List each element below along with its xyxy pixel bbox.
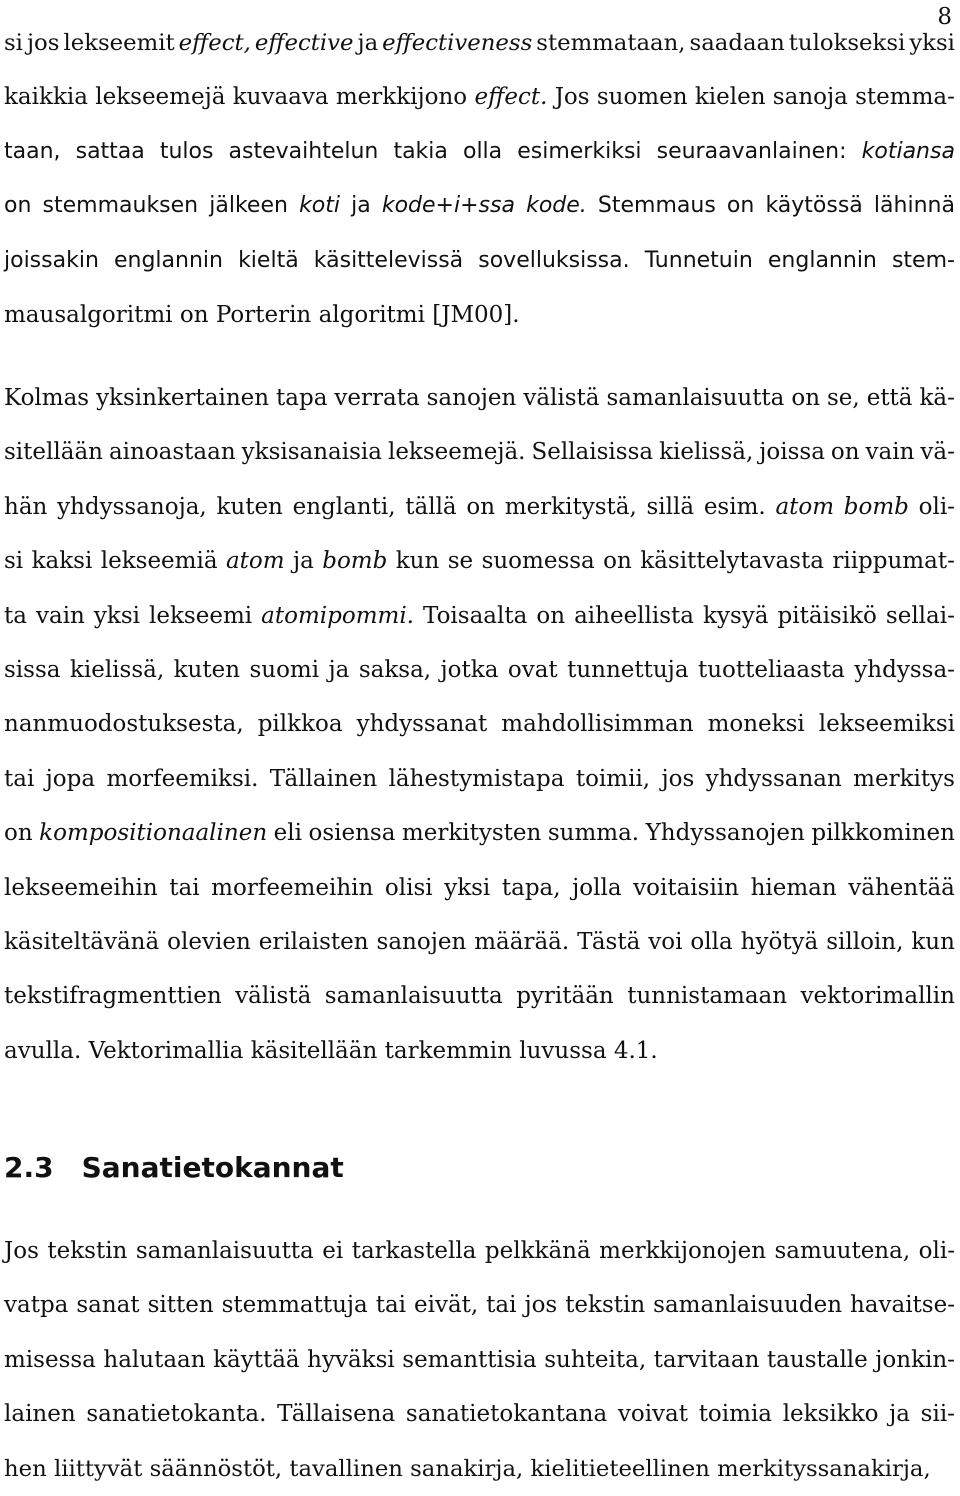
word: tarkastella: [351, 1238, 477, 1264]
word: on: [179, 301, 209, 328]
word: mausalgoritmi: [4, 301, 173, 328]
text-line: [4, 288, 955, 342]
word: Tästä: [577, 928, 641, 955]
word: kielissä,: [659, 439, 754, 466]
word: kä-: [919, 385, 955, 411]
word: sanojen: [426, 385, 517, 411]
text-line: [4, 1333, 955, 1387]
word: ja: [292, 548, 314, 575]
paragraph-stemming: [4, 16, 955, 342]
word: seuraavanlainen:: [656, 138, 847, 164]
word: se,: [827, 385, 860, 411]
text-line: [4, 752, 955, 806]
word: suomessa: [481, 548, 595, 575]
word: kaikkia: [4, 84, 88, 111]
word: mahdollisimman: [501, 711, 694, 738]
word: tekstifragmenttien: [4, 983, 222, 1010]
word: voi: [648, 928, 683, 955]
word: saadaan: [689, 30, 785, 56]
word: esim.: [703, 493, 766, 520]
word: merkkijono: [335, 84, 468, 111]
word: tapa: [276, 385, 328, 411]
word: si: [4, 548, 24, 575]
word: vä-: [920, 439, 955, 466]
word: käyttää: [213, 1346, 300, 1373]
word: jälkeen: [209, 193, 288, 219]
word: toimii,: [575, 765, 651, 792]
word: [JM00].: [432, 301, 520, 328]
word: sanatietokanta.: [86, 1401, 267, 1428]
word: sii-: [920, 1401, 955, 1428]
word: tarkemmin: [384, 1037, 512, 1064]
text-line: [4, 1024, 955, 1078]
word: joissakin: [4, 247, 99, 273]
word: tulos: [159, 138, 214, 164]
word: Porterin: [215, 301, 312, 328]
word: tuotteliaasta: [697, 656, 845, 683]
word: tekstin: [565, 1292, 646, 1319]
word: erilaisten: [258, 928, 369, 955]
word: suomen: [596, 84, 688, 111]
word: misessa: [4, 1346, 96, 1373]
word: määrää.: [474, 928, 570, 955]
word: pelkkänä: [484, 1238, 591, 1264]
word: välistä: [235, 983, 312, 1010]
word: sattaa: [75, 138, 145, 164]
paragraph-compound-words: [4, 371, 955, 1078]
word: lekseemejä: [95, 84, 226, 111]
word: kotiansa: [861, 138, 955, 164]
word: esimerkiksi: [517, 138, 642, 164]
text-line: [4, 969, 955, 1023]
word: morfeemiksi.: [106, 765, 259, 792]
word: on: [4, 820, 33, 847]
word: vain: [36, 602, 85, 629]
word: samanlaisuutta: [606, 385, 785, 411]
word: kuten: [216, 493, 283, 520]
word: vähentää: [848, 874, 955, 901]
word: eivät,: [413, 1292, 479, 1319]
word: pyritään: [516, 983, 614, 1010]
word: yhdyssanat: [356, 711, 488, 738]
word: käytössä: [765, 193, 863, 219]
word: oli-: [918, 493, 955, 520]
word: kysyä: [703, 602, 769, 629]
word: koti: [299, 193, 341, 219]
word: se: [447, 548, 474, 575]
word: moneksi: [707, 711, 805, 738]
word: Tällaisena: [277, 1401, 396, 1428]
word: halutaan: [103, 1346, 206, 1373]
word: on: [4, 193, 32, 219]
word: käsitellään: [250, 1037, 378, 1064]
word: jonkin-: [875, 1346, 955, 1373]
word: kaksi: [31, 548, 93, 575]
word: kielissä,: [69, 656, 165, 683]
word: stemmauksen: [42, 193, 199, 219]
word: Sellaisissa: [531, 439, 654, 466]
word: jos: [524, 1292, 558, 1319]
word: samanlaisuuden: [653, 1292, 843, 1319]
section-heading: [4, 1144, 344, 1192]
word: bomb: [843, 493, 909, 520]
word: yhdyssanan: [705, 765, 842, 792]
word: sitten: [147, 1292, 214, 1319]
word: tällä: [405, 493, 457, 520]
word: merkitys: [853, 765, 955, 792]
word: tulokseksi: [788, 30, 906, 56]
word: kieltä: [238, 247, 299, 273]
word: lekseemit: [63, 30, 175, 56]
word: sovelluksissa.: [478, 247, 630, 273]
text-line: [4, 425, 955, 479]
word: jos: [661, 765, 695, 792]
word: stemmataan,: [536, 30, 686, 56]
text-line: [4, 1387, 955, 1441]
word: on: [791, 385, 821, 411]
word: lähestymistapa: [388, 765, 565, 792]
word: Kolmas: [4, 385, 90, 411]
text-line: [4, 697, 955, 751]
word: lähinnä: [873, 193, 955, 219]
word: yksi: [444, 874, 491, 901]
word: effectiveness: [382, 30, 533, 56]
word: aiheellista: [574, 602, 695, 629]
word: tekstin: [47, 1238, 128, 1264]
word: on: [603, 548, 632, 575]
word: sanoja: [772, 84, 848, 111]
word: yksinkertainen: [96, 385, 270, 411]
word: vain: [865, 439, 915, 466]
word: stemma-: [855, 84, 955, 111]
word: effective: [254, 30, 354, 56]
word: tunnistamaan: [627, 983, 788, 1010]
word: olla: [690, 928, 733, 955]
word: käsiteltävänä: [4, 928, 160, 955]
word: atom: [775, 493, 835, 520]
word: 4.1.: [613, 1037, 658, 1064]
word: luvussa: [519, 1037, 607, 1064]
word: vektorimallin: [800, 983, 955, 1010]
word: pilkkominen: [811, 820, 955, 847]
word: Stemmaus: [597, 193, 716, 219]
word: taustalle: [766, 1346, 868, 1373]
word: kuvaava: [232, 84, 329, 111]
word: ainoastaan: [108, 439, 236, 466]
word: sissa: [4, 656, 61, 683]
word: kielitieteellinen: [530, 1455, 710, 1482]
word: ja: [357, 30, 379, 56]
word: merkitystä,: [504, 493, 637, 520]
word: lainen: [4, 1401, 76, 1428]
word: hen: [4, 1455, 47, 1482]
word: Tällainen: [269, 765, 378, 792]
section-number: 2.3: [4, 1151, 54, 1184]
text-line: [4, 179, 955, 233]
text-line: [4, 70, 955, 124]
word: joissa: [759, 439, 825, 466]
word: yhdyssa-: [854, 656, 955, 683]
word: effect.: [474, 84, 548, 111]
word: jopa: [45, 765, 96, 792]
word: pilkkoa: [257, 711, 343, 738]
text-line: [4, 1442, 955, 1496]
word: hyötyä: [740, 928, 819, 955]
text-line: [4, 480, 955, 534]
word: olevien: [167, 928, 251, 955]
word: stem-: [891, 247, 955, 273]
word: tapa,: [501, 874, 561, 901]
word: Yhdyssanojen: [645, 820, 805, 847]
word: sellai-: [885, 602, 955, 629]
word: yhdyssanoja,: [57, 493, 207, 520]
word: toimia: [698, 1401, 773, 1428]
word: englannin: [767, 247, 877, 273]
word: leksikko: [782, 1401, 879, 1428]
word: si: [4, 30, 23, 56]
word: olisi: [384, 874, 433, 901]
word: vatpa: [4, 1292, 69, 1319]
word: tai: [4, 765, 35, 792]
word: havaitse-: [849, 1292, 955, 1319]
word: ja: [328, 656, 350, 683]
text-line: [4, 234, 955, 288]
word: Tunnetuin: [644, 247, 753, 273]
text-line: [4, 16, 955, 70]
word: algoritmi: [318, 301, 425, 328]
word: samuutena,: [774, 1238, 911, 1264]
word: merkkijonojen: [599, 1238, 767, 1264]
word: säännöstöt,: [149, 1455, 283, 1482]
word: Jos: [4, 1238, 39, 1264]
word: välistä: [523, 385, 600, 411]
text-line: [4, 125, 955, 179]
word: astevaihtelun: [228, 138, 379, 164]
word: voitaisiin: [633, 874, 739, 901]
word: sanakirja,: [410, 1455, 524, 1482]
word: lekseemiksi: [818, 711, 955, 738]
word: sitellään: [4, 439, 103, 466]
word: pitäisikö: [777, 602, 877, 629]
word: kun: [911, 928, 955, 955]
word: kielen: [694, 84, 766, 111]
word: silloin,: [826, 928, 904, 955]
word: Jos: [554, 84, 590, 111]
text-line: [4, 534, 955, 588]
text-line: [4, 589, 955, 643]
word: tai: [375, 1292, 407, 1319]
word: samanlaisuutta: [135, 1238, 314, 1264]
word: ovat: [507, 656, 558, 683]
word: jotka: [440, 656, 499, 683]
word: tai: [486, 1292, 517, 1319]
word: ei: [322, 1238, 344, 1264]
word: hieman: [750, 874, 837, 901]
word: yksisanaisia: [241, 439, 382, 466]
word: kode+i+ssa: [381, 193, 515, 219]
word: yksi: [93, 602, 140, 629]
word: atom: [225, 548, 285, 575]
word: kompositionaalinen: [39, 820, 268, 847]
word: morfeemeihin: [211, 874, 374, 901]
word: sillä: [646, 493, 695, 520]
word: on: [536, 602, 566, 629]
word: on: [726, 193, 755, 219]
word: summa.: [547, 820, 640, 847]
word: sanatietokantana: [405, 1401, 608, 1428]
text-line: [4, 915, 955, 969]
word: hän: [4, 493, 48, 520]
text-line: [4, 1224, 955, 1278]
word: on: [830, 439, 860, 466]
text-line: [4, 643, 955, 697]
text-line: [4, 806, 955, 860]
word: nanmuodostuksesta,: [4, 711, 244, 738]
word: tavallinen: [289, 1455, 403, 1482]
word: kode.: [526, 193, 587, 219]
word: saksa,: [358, 656, 432, 683]
word: avulla.: [4, 1037, 82, 1064]
text-line: [4, 861, 955, 915]
word: tunnettuja: [567, 656, 689, 683]
word: semanttisia: [402, 1346, 537, 1373]
word: lekseemi: [149, 602, 253, 629]
word: ta: [4, 602, 27, 629]
word: taan,: [4, 138, 61, 164]
word: englanti,: [292, 493, 396, 520]
word: lekseemejä.: [387, 439, 526, 466]
word: jos: [26, 30, 60, 56]
word: sanat: [76, 1292, 140, 1319]
word: jolla: [572, 874, 622, 901]
word: lekseemiä: [100, 548, 218, 575]
word: oli-: [918, 1238, 955, 1264]
word: riippumat-: [832, 548, 955, 575]
word: eli: [273, 820, 302, 847]
word: käsittelevissä: [313, 247, 464, 273]
word: tai: [169, 874, 200, 901]
word: effect,: [178, 30, 251, 56]
page-number: 8: [937, 4, 952, 30]
word: on: [466, 493, 496, 520]
paragraph-word-databases: [4, 1224, 955, 1496]
word: käsittelytavasta: [640, 548, 824, 575]
word: ja: [889, 1401, 910, 1428]
word: että: [866, 385, 913, 411]
word: lekseemeihin: [4, 874, 158, 901]
word: ja: [351, 193, 371, 219]
word: englannin: [113, 247, 223, 273]
word: atomipommi.: [261, 602, 414, 629]
word: kuten: [173, 656, 241, 683]
word: suhteita,: [544, 1346, 647, 1373]
word: tarvitaan: [653, 1346, 760, 1373]
word: merkityssanakirja,: [717, 1455, 931, 1482]
text-line: [4, 371, 955, 425]
word: stemmattuja: [221, 1292, 368, 1319]
word: takia: [393, 138, 448, 164]
word: kun: [395, 548, 440, 575]
word: olla: [462, 138, 503, 164]
word: merkitysten: [401, 820, 542, 847]
word: samanlaisuutta: [324, 983, 503, 1010]
word: bomb: [322, 548, 388, 575]
word: Toisaalta: [423, 602, 528, 629]
word: verrata: [334, 385, 420, 411]
text-line: [4, 1278, 955, 1332]
word: yksi: [909, 30, 955, 56]
word: voivat: [617, 1401, 689, 1428]
word: Vektorimallia: [88, 1037, 244, 1064]
word: sanojen: [376, 928, 467, 955]
word: suomi: [249, 656, 320, 683]
section-title: Sanatietokannat: [81, 1151, 344, 1184]
word: hyväksi: [307, 1346, 395, 1373]
word: osiensa: [308, 820, 396, 847]
word: liittyvät: [53, 1455, 143, 1482]
